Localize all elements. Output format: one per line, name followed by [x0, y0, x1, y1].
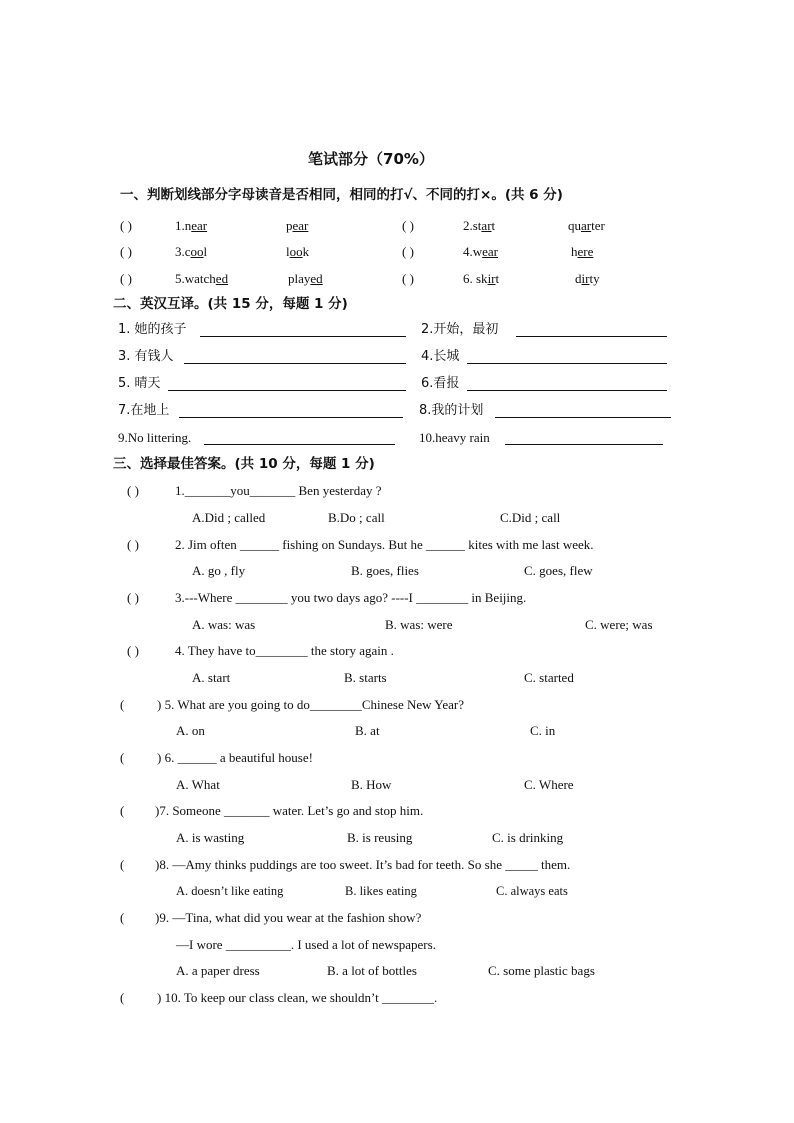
q2-option-b: B. goes, flies — [351, 563, 419, 578]
answer-blank[interactable] — [467, 349, 667, 364]
translate-item-4: 4.长城 — [421, 349, 460, 364]
q9-option-a: A. a paper dress — [176, 963, 260, 978]
item-3: 3.cool — [175, 244, 208, 259]
q9-option-b: B. a lot of bottles — [327, 963, 417, 978]
answer-paren: ( ) — [127, 537, 139, 552]
translate-item-1: 1. 她的孩子 — [118, 322, 187, 337]
q6-option-c: C. Where — [524, 777, 574, 792]
q1-option-c: C.Did ; call — [500, 510, 561, 525]
answer-paren: ( ) — [120, 218, 132, 233]
question-6: ) 6. ______ a beautiful house! — [157, 750, 313, 765]
answer-blank[interactable] — [516, 322, 667, 337]
translate-item-2: 2.开始，最初 — [421, 322, 499, 337]
q4-option-c: C. started — [524, 670, 574, 685]
answer-blank[interactable] — [168, 376, 406, 391]
q8-option-a: A. doesn’t like eating — [176, 884, 284, 898]
q5-option-c: C. in — [530, 723, 556, 738]
answer-paren-open: ( — [120, 750, 125, 765]
question-1: 1._______you_______ Ben yesterday ? — [175, 483, 382, 498]
item-1-compare: pear — [286, 218, 309, 233]
answer-paren-open: ( — [120, 990, 125, 1005]
answer-blank[interactable] — [184, 349, 406, 364]
q9-option-c: C. some plastic bags — [488, 963, 595, 978]
translate-item-7: 7.在地上 — [118, 403, 170, 418]
q4-option-a: A. start — [192, 670, 231, 685]
answer-blank[interactable] — [495, 403, 671, 418]
q6-option-b: B. How — [351, 777, 392, 792]
answer-paren-open: ( — [120, 857, 125, 872]
question-7: )7. Someone _______ water. Let’s go and stop him. — [155, 803, 424, 818]
question-2: 2. Jim often ______ fishing on Sundays. But he ______ kites with me last week. — [175, 537, 594, 552]
question-5: ) 5. What are you going to do________Chinese New Year? — [157, 697, 465, 712]
question-8: )8. —Amy thinks puddings are too sweet. It’s bad for teeth. So she _____ them. — [155, 857, 571, 872]
q3-option-a: A. was: was — [192, 617, 256, 632]
answer-blank[interactable] — [204, 430, 395, 445]
page-title: 笔试部分（70%） — [308, 150, 434, 168]
q7-option-b: B. is reusing — [347, 830, 413, 845]
q8-option-c: C. always eats — [496, 884, 568, 898]
section-1-heading: 一、判断划线部分字母读音是否相同，相同的打√、不同的打×。(共 6 分) — [120, 187, 563, 203]
q7-option-c: C. is drinking — [492, 830, 564, 845]
answer-paren: ( ) — [402, 218, 414, 233]
question-4: 4. They have to________ the story again . — [175, 643, 394, 658]
section-3-heading: 三、选择最佳答案。(共 10 分，每题 1 分) — [113, 456, 375, 472]
answer-blank[interactable] — [200, 322, 406, 337]
translate-item-6: 6.看报 — [421, 376, 460, 391]
answer-paren: ( ) — [127, 483, 139, 498]
answer-paren-open: ( — [120, 697, 125, 712]
item-5: 5.watched — [175, 271, 229, 286]
item-4: 4.wear — [463, 244, 499, 259]
answer-paren: ( ) — [402, 271, 414, 286]
answer-paren: ( ) — [127, 643, 139, 658]
translate-item-9: 9.No littering. — [118, 430, 192, 445]
q7-option-a: A. is wasting — [176, 830, 245, 845]
answer-paren: ( ) — [402, 244, 414, 259]
q2-option-a: A. go , fly — [192, 563, 246, 578]
question-3: 3.---Where ________ you two days ago? ----I ________ in Beijing. — [175, 590, 527, 605]
answer-paren: ( ) — [120, 244, 132, 259]
item-1: 1.near — [175, 218, 208, 233]
item-6: 6. skirt — [463, 271, 500, 286]
question-10: ) 10. To keep our class clean, we shouldn’t ________. — [157, 990, 438, 1005]
answer-paren-open: ( — [120, 803, 125, 818]
answer-paren: ( ) — [127, 590, 139, 605]
q4-option-b: B. starts — [344, 670, 387, 685]
item-5-compare: played — [288, 271, 323, 286]
item-4-compare: here — [571, 244, 594, 259]
q1-option-b: B.Do ; call — [328, 510, 385, 525]
q8-option-b: B. likes eating — [345, 884, 417, 898]
question-9-reply: —I wore __________. I used a lot of newspapers. — [176, 937, 436, 952]
q6-option-a: A. What — [176, 777, 220, 792]
answer-blank[interactable] — [467, 376, 667, 391]
q5-option-a: A. on — [176, 723, 205, 738]
item-6-compare: dirty — [575, 271, 600, 286]
translate-item-8: 8.我的计划 — [419, 403, 484, 418]
section-2-heading: 二、英汉互译。(共 15 分，每题 1 分) — [113, 296, 348, 312]
item-2-compare: quarter — [568, 218, 605, 233]
q3-option-b: B. was: were — [385, 617, 453, 632]
answer-blank[interactable] — [179, 403, 403, 418]
q2-option-c: C. goes, flew — [524, 563, 593, 578]
answer-blank[interactable] — [505, 430, 663, 445]
answer-paren: ( ) — [120, 271, 132, 286]
answer-paren-open: ( — [120, 910, 125, 925]
translate-item-10: 10.heavy rain — [419, 430, 490, 445]
translate-item-5: 5. 晴天 — [118, 376, 161, 391]
item-2: 2.start — [463, 218, 496, 233]
question-9: )9. —Tina, what did you wear at the fashion show? — [155, 910, 422, 925]
item-3-compare: look — [286, 244, 310, 259]
q3-option-c: C. were; was — [585, 617, 653, 632]
q5-option-b: B. at — [355, 723, 380, 738]
q1-option-a: A.Did ; called — [192, 510, 266, 525]
translate-item-3: 3. 有钱人 — [118, 349, 174, 364]
